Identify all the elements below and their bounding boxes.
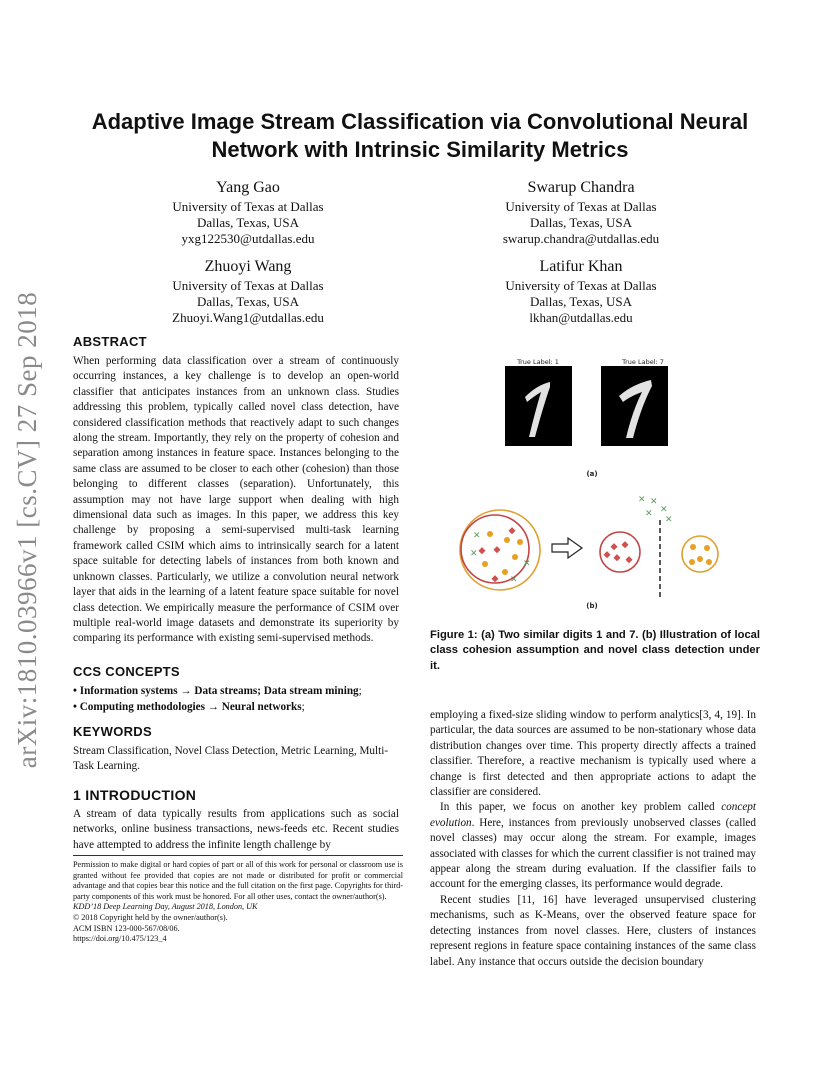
keywords-text: Stream Classification, Novel Class Detection, Metric Learning, Multi-Task Learning.: [73, 745, 389, 773]
author-block: [108, 177, 388, 247]
arxiv-id: arXiv:1810.03966v1 [cs.CV] 27 Sep 2018: [12, 291, 42, 769]
right-paragraph-3: Recent studies [11, 16] have leveraged unsupervised clustering mechanisms, such as K-Means, over the observed feature space for detecting instances from novel classes. Here, clusters of instances represent regions in feature space containing instances of the same class label. Any instance that occurs outside the decision boundary: [430, 893, 756, 968]
author-email: Zhuoyi.Wang1@utdallas.edu: [172, 310, 324, 325]
doi-line: https://doi.org/10.475/123_4: [73, 934, 167, 944]
author-block: [441, 256, 721, 326]
abstract-heading: ABSTRACT: [73, 334, 147, 349]
red-cluster-points: [603, 541, 632, 563]
svg-text:✕: ✕: [650, 496, 658, 506]
ccs-separator: ;: [358, 685, 362, 697]
conference-info: KDD’18 Deep Learning Day, August 2018, London, UK: [73, 902, 258, 912]
subfigure-label-a: (a): [586, 470, 598, 478]
author-email: swarup.chandra@utdallas.edu: [502, 231, 660, 246]
copyright-line: © 2018 Copyright held by the owner/author(s).: [73, 912, 228, 922]
emphasis-term: concept evolution: [430, 801, 756, 829]
subfigure-label-b: (b): [586, 602, 598, 610]
svg-text:✕: ✕: [665, 514, 673, 524]
novel-class-points: [638, 494, 673, 524]
figure-1: [455, 352, 745, 622]
author-location: Dallas, Texas, USA: [196, 294, 300, 309]
author-affiliation: University of Texas at Dallas: [172, 278, 324, 293]
right-paragraph-2-start: In this paper, we focus on another key problem called: [440, 801, 722, 814]
svg-text:✕: ✕: [660, 504, 668, 514]
svg-text:✕: ✕: [510, 574, 518, 584]
ccs-heading: CCS CONCEPTS: [73, 664, 180, 679]
cluster-boundary-yellow: [682, 536, 718, 572]
keywords-heading: KEYWORDS: [73, 724, 152, 739]
intro-text: A stream of data typically results from applications such as social networks, online business transactions, news-feeds etc. Recent studies have attempted to address the infinite length challenge by: [73, 808, 399, 851]
permission-text: Permission to make digital or hard copies of part or all of this work for personal or classroom use is granted without fee provided that copies are not made or distributed for profit or commercial advantage and that copies bear this notice and the full citation on the first page. Copyrights for third-party components of this work must be honored. For all other uses, contact the owner/author(s).: [73, 860, 403, 901]
author-affiliation: University of Texas at Dallas: [505, 199, 657, 214]
figure-caption: Figure 1: (a) Two similar digits 1 and 7. (b) Illustration of local class cohesion assumption and novel class detection under it.: [430, 629, 760, 672]
author-email: lkhan@utdallas.edu: [529, 310, 633, 325]
svg-text:✕: ✕: [473, 530, 481, 540]
author-location: Dallas, Texas, USA: [529, 215, 633, 230]
author-affiliation: University of Texas at Dallas: [505, 278, 657, 293]
digit-label-left: True Label: 1: [517, 358, 559, 366]
right-paragraph-2-end: . Here, instances from previously unobserved classes (called novel classes) may occur along the stream. For example, images associated with classes for which the current classifier is not trained may appear along the stream during evaluation. If the classifier fails to account for the emerging classes, its performance would degrade.: [430, 816, 756, 891]
footnote-rule: [73, 855, 403, 856]
abstract-text: When performing data classification over a stream of continuously occurring instances, a key challenge is to develop an open-world classifier that anticipates instances from an unknown class. Studies addressing this problem, typically called novel class detection, have considered classification methods that reactively adapt to such changes along the stream. Importantly, they rely on the property of cohesion and separation among instances in feature space. Instances belonging to the same class are assumed to be closer to each other (cohesion) than those belonging to different classes (separation). Unfortunately, this assumption may not have large support when dealing with high dimensional data such as images. In this paper, we address this key challenge by proposing a semi-supervised multi-task learning framework called CSIM which aims to intrinsically search for a latent space suitable for detecting labels of instances from both known and unknown classes. Particularly, we utilize a convolution neural network layer that aids in the learning of a latent feature space suitable for novel class detection. We empirically measure the performance of CSIM over multiple real-world image datasets and demonstrate its superiority by comparing its performance with existing semi-supervised methods.: [73, 355, 399, 645]
author-block: [108, 256, 388, 326]
author-location: Dallas, Texas, USA: [196, 215, 300, 230]
author-name: Yang Gao: [216, 179, 280, 196]
right-paragraph-2: [430, 800, 756, 892]
ccs-separator: ;: [301, 701, 305, 713]
mixed-cluster-points: [470, 527, 531, 584]
right-column: [430, 708, 756, 970]
author-name: Zhuoyi Wang: [204, 258, 292, 275]
ccs-concept-primary: • Computing methodologies → Neural networks: [73, 701, 302, 713]
cluster-boundary-red: [600, 532, 640, 572]
author-block: [441, 177, 721, 247]
digit-image-7: [601, 366, 668, 446]
svg-text:✕: ✕: [470, 548, 478, 558]
author-location: Dallas, Texas, USA: [529, 294, 633, 309]
arxiv-stamp: [12, 290, 52, 770]
arrow-icon: [552, 538, 582, 558]
svg-text:✕: ✕: [645, 508, 653, 518]
svg-text:✕: ✕: [523, 558, 531, 568]
digit-label-right: True Label: 7: [622, 358, 664, 366]
author-email: yxg122530@utdallas.edu: [181, 231, 315, 246]
right-paragraph-1: employing a fixed-size sliding window to perform analytics[3, 4, 19]. In particular, the data sources are assumed to be non-stationary whose data distribution changes over time. This property directly affects a trained classifier. Therefore, a reactive mechanism is typically used where a change is first detected and then appropriate actions to adapt the classifier are considered.: [430, 709, 756, 799]
paper-title: Adaptive Image Stream Classification via Convolutional Neural Network with Intrinsic Similarity Metrics: [91, 109, 749, 162]
intro-heading: 1 INTRODUCTION: [73, 787, 197, 803]
isbn-line: ACM ISBN 123-000-567/08/06.: [73, 923, 180, 933]
ccs-concept-secondary: ; Data stream mining: [257, 685, 359, 697]
ccs-concept-primary: • Information systems → Data streams: [73, 685, 258, 697]
svg-text:✕: ✕: [638, 494, 646, 504]
author-name: Latifur Khan: [539, 258, 623, 275]
ccs-concepts: [73, 683, 403, 715]
author-affiliation: University of Texas at Dallas: [172, 199, 324, 214]
yellow-cluster-points: [689, 544, 712, 565]
permission-notice: [73, 860, 403, 945]
author-name: Swarup Chandra: [527, 179, 635, 196]
